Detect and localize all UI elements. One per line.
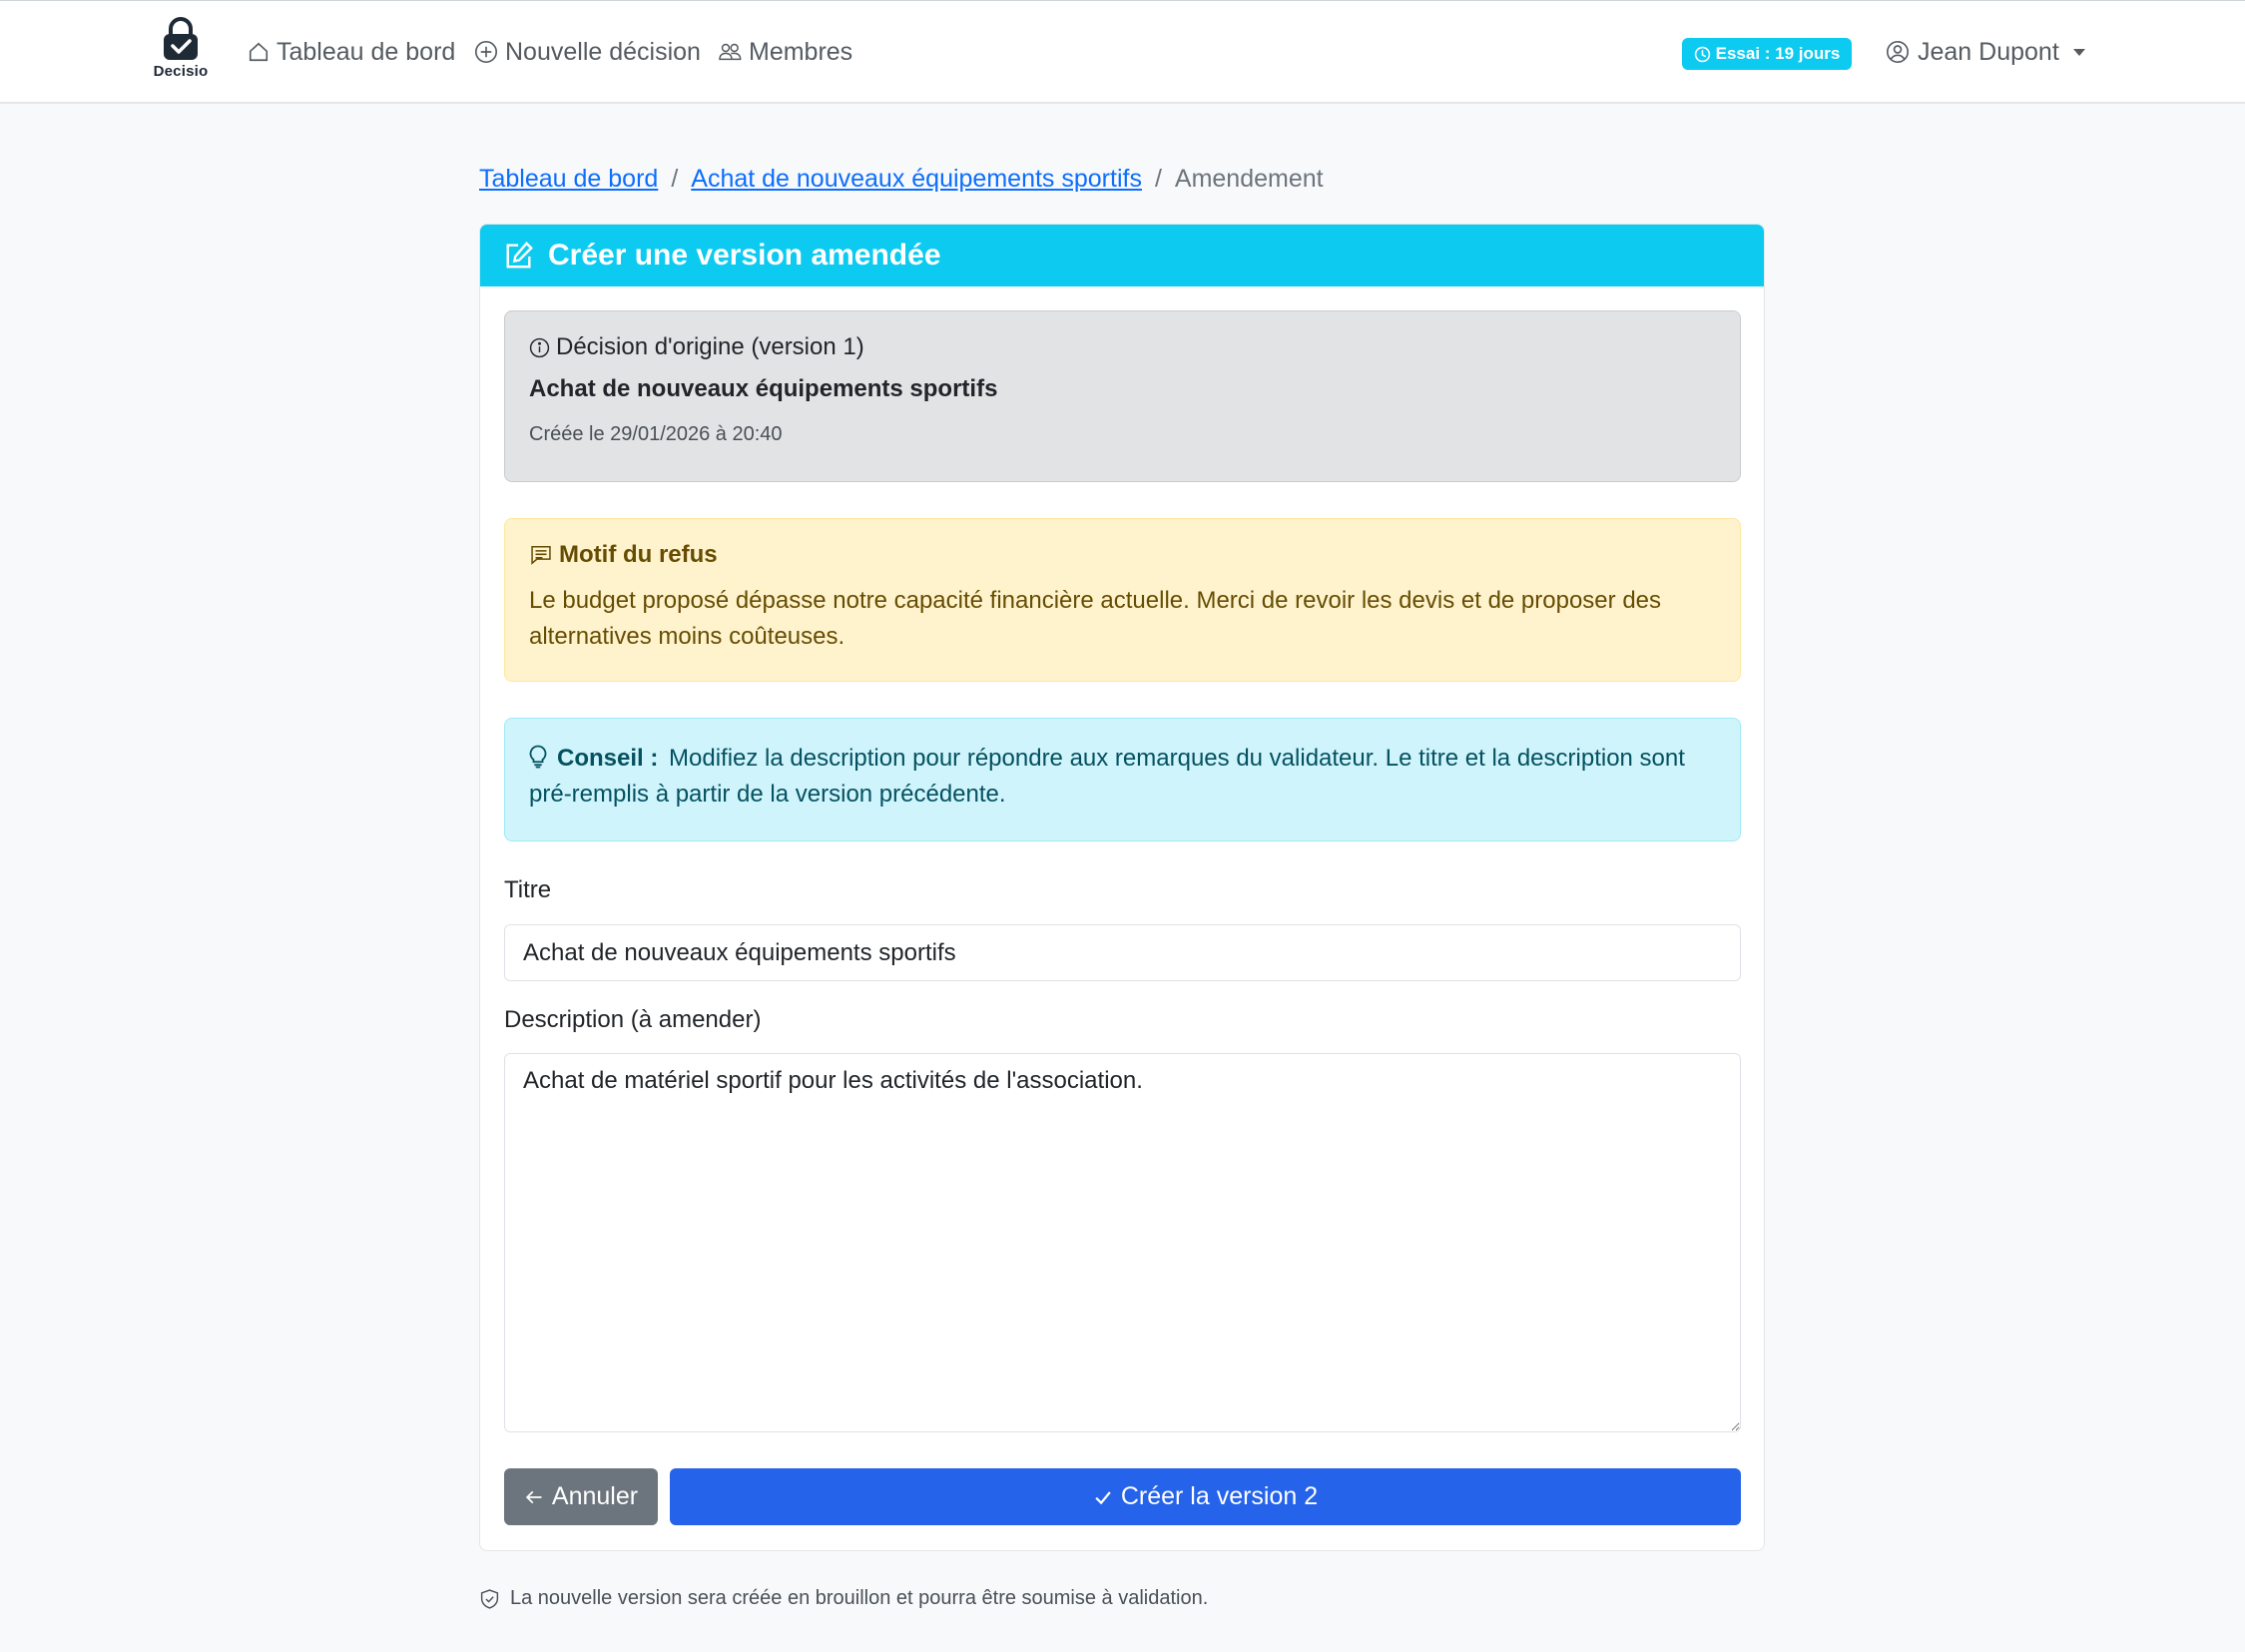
origin-heading [529, 333, 864, 361]
origin-decision-alert [504, 310, 1741, 482]
info-circle-icon [529, 337, 550, 358]
tip-content [529, 741, 1722, 813]
house-icon [248, 41, 270, 63]
origin-created-date: Créée le 29/01/2026 à 20:40 [529, 423, 783, 445]
cancel-button[interactable] [504, 1468, 658, 1525]
trial-badge [1682, 38, 1852, 70]
create-version-button-label: Créer la version 2 [1120, 1482, 1319, 1510]
footer-note [479, 1587, 1208, 1610]
tip-alert [504, 718, 1741, 841]
refusal-heading [529, 541, 718, 569]
title-input[interactable] [504, 924, 1741, 981]
tip-label: Conseil : [557, 745, 659, 772]
nav-members-link[interactable] [718, 35, 852, 69]
brand-name: Decisio [153, 63, 209, 80]
breadcrumb-separator: / [1154, 165, 1162, 193]
refusal-reason-alert [504, 518, 1741, 682]
origin-title: Achat de nouveaux équipements sportifs [529, 375, 998, 402]
create-version-button[interactable] [670, 1468, 1741, 1525]
top-navbar [0, 0, 2245, 104]
shield-check-icon [479, 1588, 500, 1610]
user-name: Jean Dupont [1918, 37, 2059, 66]
nav-dashboard-label: Tableau de bord [277, 37, 456, 66]
footer-note-text: La nouvelle version sera créée en brouillon et pourra être soumise à validation. [510, 1587, 1209, 1609]
breadcrumb [479, 165, 1324, 194]
cancel-button-label: Annuler [551, 1482, 639, 1510]
person-circle-icon [1886, 40, 1910, 64]
brand-logo[interactable] [150, 17, 212, 89]
breadcrumb-separator: / [671, 165, 679, 193]
nav-dashboard-link[interactable] [248, 35, 455, 69]
nav-members-label: Membres [749, 37, 853, 66]
amendment-card [479, 224, 1765, 1551]
pencil-square-icon [504, 241, 534, 271]
breadcrumb-dashboard-link[interactable]: Tableau de bord [479, 165, 659, 193]
title-label: Titre [504, 876, 552, 903]
trial-badge-label: Essai : 19 jours [1715, 44, 1841, 63]
clock-icon [1694, 46, 1711, 63]
refusal-text: Le budget proposé dépasse notre capacité financière actuelle. Merci de revoir les devis et de proposer des alternatives moins coûteuses. [529, 587, 1662, 650]
card-header [480, 225, 1764, 286]
plus-circle-icon [474, 40, 498, 64]
refusal-heading-text: Motif du refus [559, 541, 718, 568]
lock-check-icon [161, 17, 201, 61]
chevron-down-icon [2073, 49, 2085, 56]
tip-text: Modifiez la description pour répondre aux remarques du validateur. Le titre et la description sont pré-remplis à partir de la version précédente. [529, 745, 1685, 808]
nav-new-decision-label: Nouvelle décision [505, 37, 701, 66]
user-menu-dropdown[interactable] [1886, 35, 2085, 69]
check-icon [1093, 1487, 1113, 1507]
breadcrumb-decision-link[interactable]: Achat de nouveaux équipements sportifs [691, 165, 1142, 193]
chat-text-icon [529, 544, 553, 566]
description-label: Description (à amender) [504, 1006, 762, 1033]
nav-new-decision-link[interactable] [474, 35, 701, 69]
arrow-left-icon [524, 1487, 544, 1507]
breadcrumb-current: Amendement [1174, 165, 1324, 193]
lightbulb-icon [529, 745, 547, 769]
people-icon [718, 41, 742, 63]
origin-heading-text: Décision d'origine (version 1) [556, 333, 864, 360]
card-title: Créer une version amendée [548, 239, 941, 272]
description-textarea[interactable] [504, 1053, 1741, 1432]
